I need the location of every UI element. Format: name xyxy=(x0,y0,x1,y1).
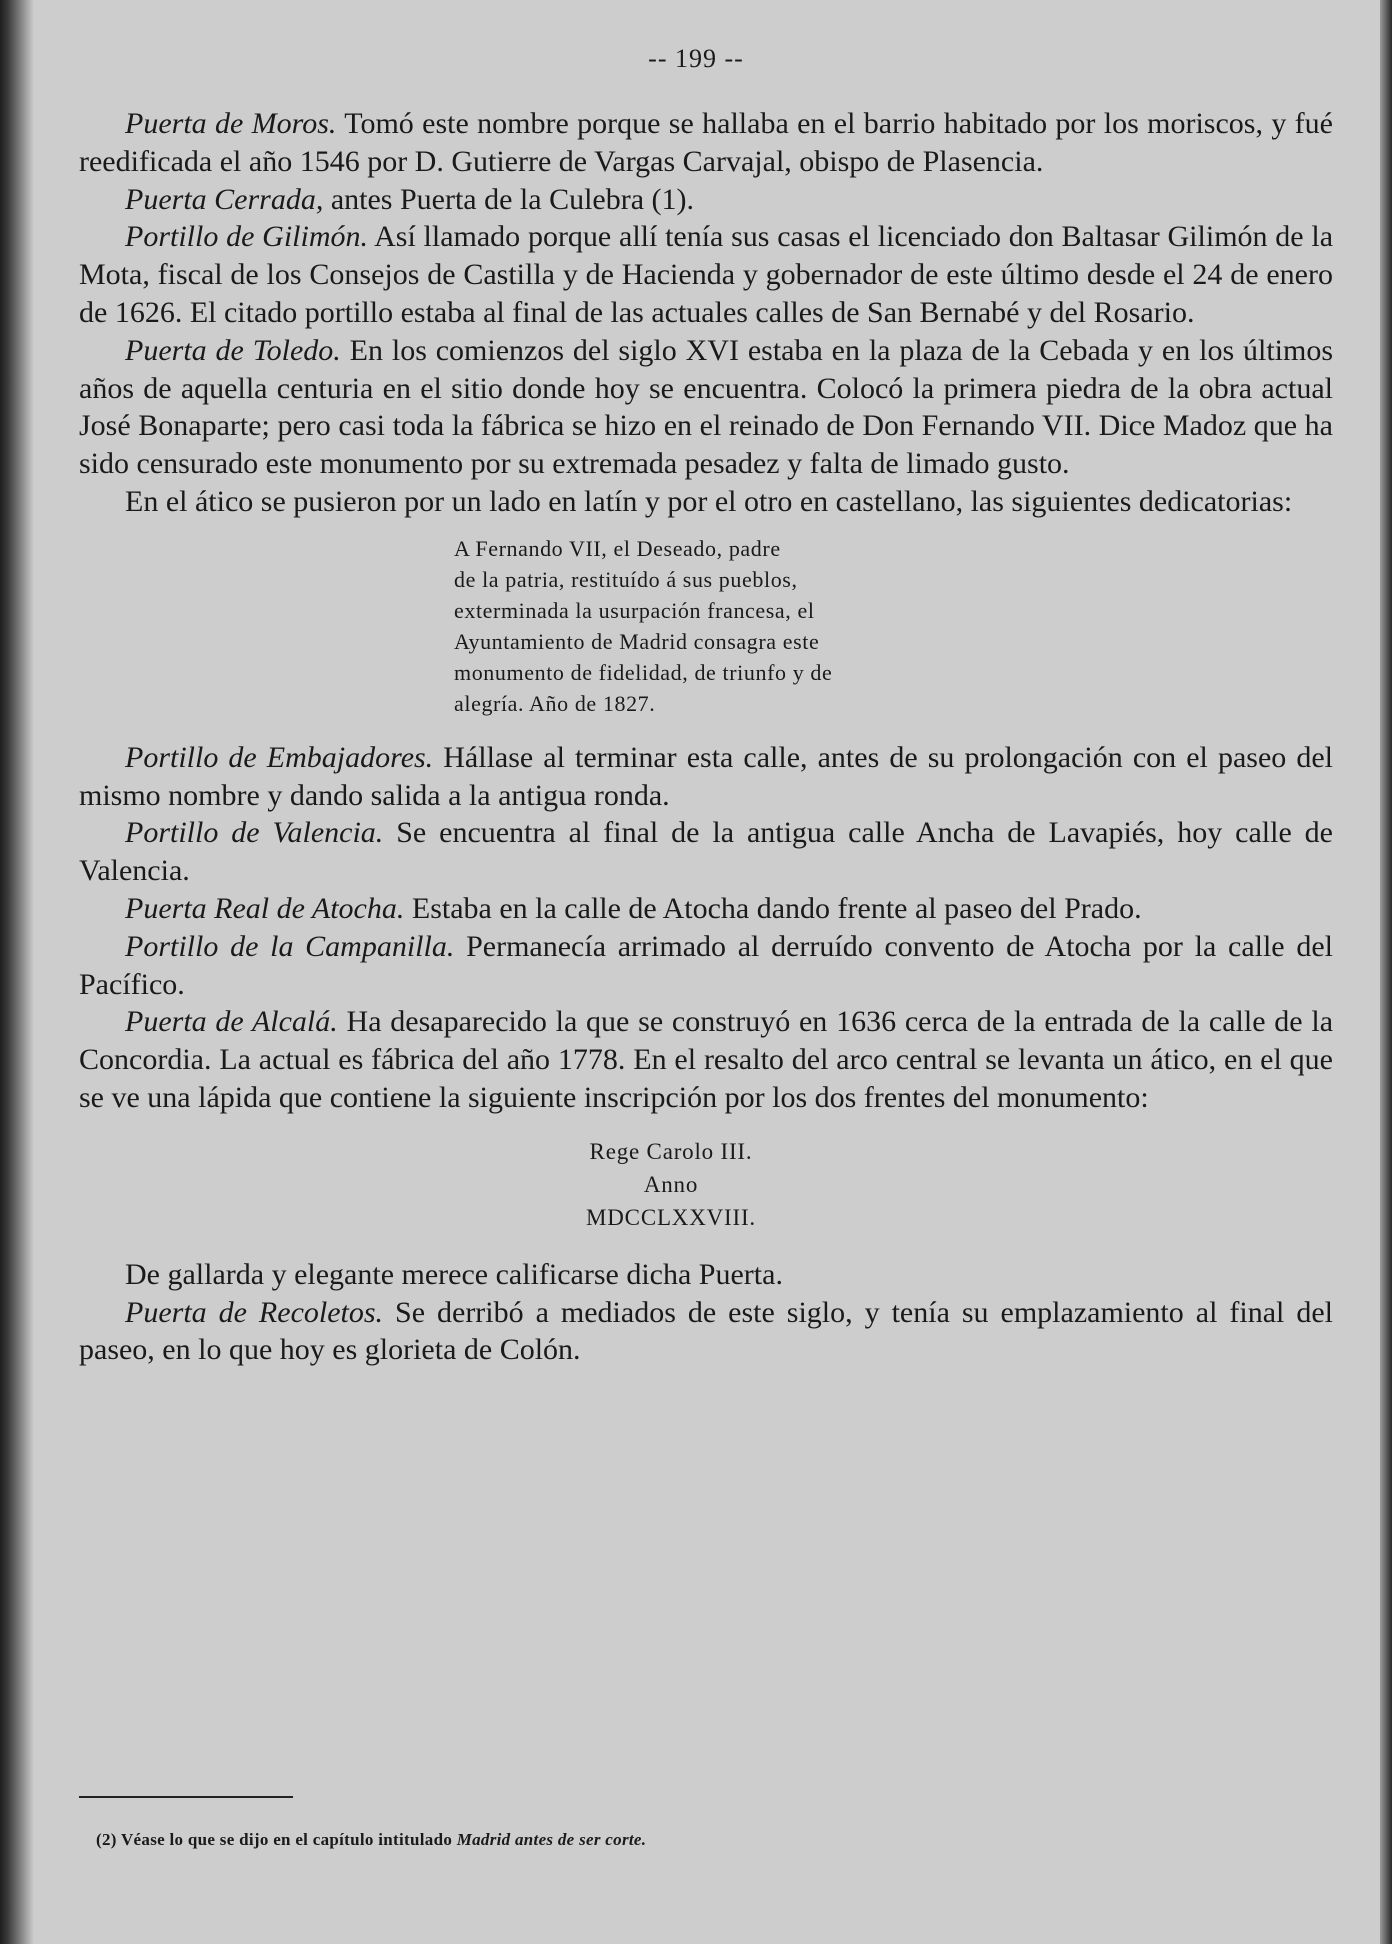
page-binding-shadow xyxy=(0,0,34,1944)
dedication-line: monumento de fidelidad, de triunfo y de xyxy=(454,659,833,685)
paragraph-text: Ha desaparecido la que se construyó en 1636 cerca de la entrada de la calle de la Concordia. La actual es fábrica del año 1778. En el resalto del arco central se levanta un ático, en el que se ve una lápida que contiene la siguiente inscripción por los dos frentes del monumento: xyxy=(79,1005,1334,1114)
body-text xyxy=(79,105,1333,1369)
inscription-line: Anno xyxy=(643,1171,699,1197)
inscription-line: MDCCLXXVIII. xyxy=(586,1204,756,1230)
paragraph-lead: Puerta Cerrada, xyxy=(125,182,324,216)
paragraph-atico xyxy=(79,483,1333,521)
paragraph-puerta-recoletos xyxy=(79,1294,1333,1370)
paragraph-puerta-alcala xyxy=(79,1003,1333,1116)
footnote xyxy=(96,1830,646,1850)
paragraph-lead: Portillo de la Campanilla. xyxy=(125,929,455,963)
inscription-line: Rege Carolo III. xyxy=(589,1138,753,1164)
dedication-line: A Fernando VII, el Deseado, padre xyxy=(454,535,781,561)
paragraph-text: En los comienzos del siglo XVI estaba en la plaza de la Cebada y en los últimos años de aquella centuria en el sitio donde hoy se encuentra. Colocó la primera piedra de la obra actual José Bonaparte; pero casi toda la fábrica se hizo en el reinado de Don Fernando VII. Dice Madoz que ha sido censurado este monumento por su extremada pesadez y falta de limado gusto. xyxy=(79,333,1334,481)
paragraph-lead: Puerta de Alcalá. xyxy=(125,1005,338,1039)
dedication-quote xyxy=(454,533,959,719)
paragraph-text: Permanecía arrimado al derruído convento de Atocha por la calle del Pacífico. xyxy=(79,929,1333,1001)
dedication-line: Ayuntamiento de Madrid consagra este xyxy=(454,628,820,654)
paragraph-text: antes Puerta de la Culebra (1). xyxy=(323,182,695,216)
paragraph-portillo-valencia xyxy=(79,814,1333,890)
paragraph-gallarda xyxy=(79,1256,1333,1294)
paragraph-text: Tomó este nombre porque se hallaba en el barrio habitado por los moriscos, y fué reedificada el año 1546 por D. Gutierre de Vargas Carvajal, obispo de Plasencia. xyxy=(79,107,1333,178)
footnote-marker: (2) xyxy=(96,1830,117,1849)
paragraph-puerta-cerrada xyxy=(79,181,1333,219)
dedication-line: alegría. Año de 1827. xyxy=(454,690,656,716)
paragraph-puerta-de-moros xyxy=(79,105,1333,181)
dedication-line: exterminada la usurpación francesa, el xyxy=(454,597,815,623)
paragraph-portillo-embajadores xyxy=(79,739,1333,815)
paragraph-text: En el ático se pusieron por un lado en latín y por el otro en castellano, las siguientes dedicatorias: xyxy=(125,484,1293,518)
page-edge-shadow xyxy=(1380,0,1392,1944)
paragraph-lead: Puerta de Toledo. xyxy=(125,333,341,367)
paragraph-lead: Portillo de Valencia. xyxy=(125,816,384,850)
paragraph-lead: Portillo de Gilimón. xyxy=(125,220,369,254)
paragraph-lead: Portillo de Embajadores. xyxy=(125,740,434,774)
paragraph-puerta-toledo xyxy=(79,332,1333,483)
paragraph-text: Así llamado porque allí tenía sus casas el licenciado don Baltasar Gilimón de la Mota, fiscal de los Consejos de Castilla y de Hacienda y gobernador de este último desde el 24 de enero de 1626. El citado portillo estaba al final de las actuales calles de San Bernabé y del Rosario. xyxy=(79,220,1334,329)
dedication-line: de la patria, restituído á sus pueblos, xyxy=(454,566,798,592)
paragraph-text: Se derribó a mediados de este siglo, y tenía su emplazamiento al final del paseo, en lo que hoy es glorieta de Colón. xyxy=(79,1295,1333,1367)
paragraph-lead: Puerta de Recoletos. xyxy=(125,1295,384,1329)
footnote-title: Madrid antes de ser corte. xyxy=(456,1830,647,1849)
paragraph-lead: Puerta Real de Atocha. xyxy=(125,891,405,925)
footnote-rule xyxy=(79,1796,293,1798)
inscription-block xyxy=(79,1135,1333,1234)
footnote-text: Véase lo que se dijo en el capítulo intitulado xyxy=(116,1830,457,1849)
paragraph-portillo-campanilla xyxy=(79,928,1333,1004)
paragraph-portillo-gilimon xyxy=(79,218,1333,331)
paragraph-puerta-real-atocha xyxy=(79,890,1333,928)
paragraph-text: Se encuentra al final de la antigua calle Ancha de Lavapiés, hoy calle de Valencia. xyxy=(79,816,1333,888)
page-number: -- 199 -- xyxy=(648,44,744,73)
paragraph-text: De gallarda y elegante merece calificarse dicha Puerta. xyxy=(125,1257,783,1291)
paragraph-text: Hállase al terminar esta calle, antes de su prolongación con el paseo del mismo nombre y dando salida a la antigua ronda. xyxy=(79,740,1333,812)
paragraph-text: Estaba en la calle de Atocha dando frente al paseo del Prado. xyxy=(404,891,1142,925)
paragraph-lead: Puerta de Moros. xyxy=(125,107,337,140)
